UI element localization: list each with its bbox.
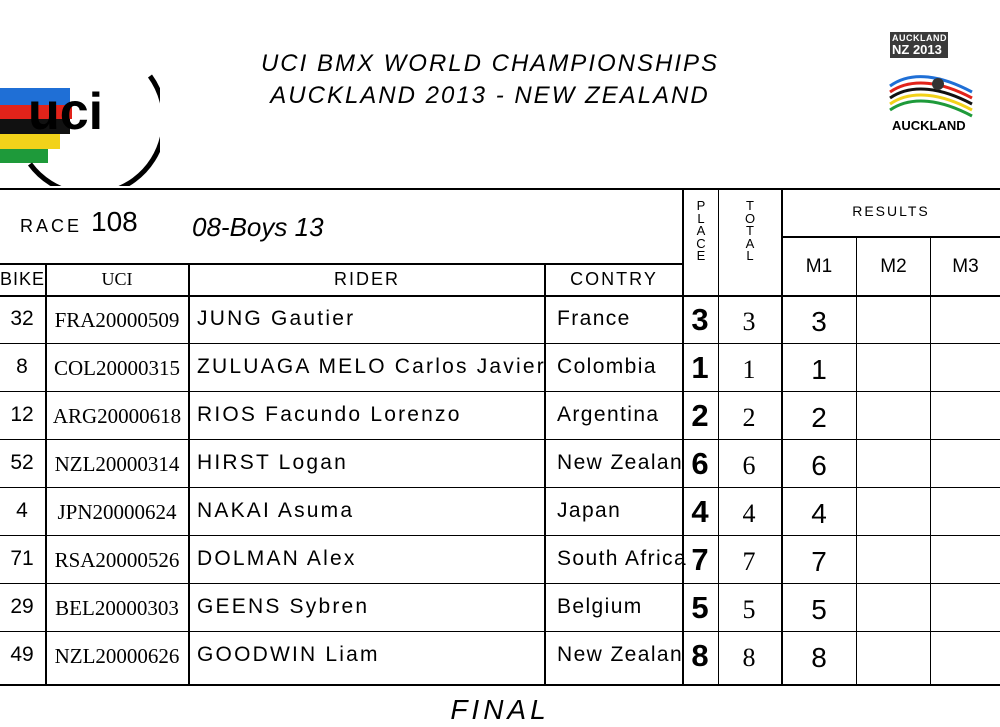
place-value: 5 (691, 590, 709, 625)
rider-name: JUNG Gautier (197, 307, 356, 330)
total-header (740, 200, 760, 263)
m1-result: 3 (811, 306, 827, 337)
rider-country: Colombia (557, 355, 657, 378)
rider-country: France (557, 307, 631, 330)
total-header-letter: A (745, 235, 755, 251)
table-row (0, 297, 1000, 345)
m1-result: 7 (811, 546, 827, 577)
uci-id: JPN20000624 (57, 500, 177, 524)
rider-name: GEENS Sybren (197, 595, 370, 618)
m3-column-header: M3 (952, 256, 979, 277)
place-value: 1 (691, 350, 709, 385)
rider-country: Japan (557, 499, 622, 522)
uci-id: RSA20000526 (54, 548, 180, 572)
table-row (0, 441, 1000, 489)
rider-country: New Zealan (557, 451, 684, 474)
total-value: 6 (742, 451, 756, 480)
rider-country: New Zealan (557, 643, 684, 666)
rider-column-header: RIDER (333, 269, 400, 289)
table-top-border (0, 188, 1000, 190)
bike-number: 29 (10, 595, 34, 618)
place-header-letter: L (697, 210, 705, 226)
uci-id: ARG20000618 (52, 404, 182, 428)
place-header-letter: P (696, 198, 706, 213)
championship-subtitle: AUCKLAND 2013 - NEW ZEALAND (270, 82, 710, 109)
total-value: 4 (742, 499, 756, 528)
m1-result: 4 (811, 498, 827, 529)
uci-logo (0, 36, 160, 186)
rider-country: Belgium (557, 595, 643, 618)
total-header-letter: O (744, 210, 756, 226)
bike-number: 8 (16, 355, 28, 378)
rider-country: Argentina (557, 403, 660, 426)
championship-title: UCI BMX WORLD CHAMPIONSHIPS (260, 50, 720, 77)
auckland-event-logo (862, 20, 982, 150)
event-logo-line1: AUCKLAND (892, 33, 947, 43)
total-header-letter: T (746, 198, 754, 213)
total-value: 1 (742, 355, 756, 384)
rider-name: NAKAI Asuma (197, 499, 355, 522)
bike-number: 4 (16, 499, 28, 522)
total-header-letter: L (746, 248, 754, 263)
place-value: 8 (691, 638, 709, 673)
m1-result: 5 (811, 594, 827, 625)
results-header-divider (782, 236, 1000, 238)
m2-column-header: M2 (880, 256, 907, 277)
rider-country: South Africa (557, 547, 688, 570)
race-label: RACE (20, 216, 83, 236)
table-row (0, 345, 1000, 393)
place-header-letter: C (696, 235, 706, 251)
m1-result: 6 (811, 450, 827, 481)
rider-name: DOLMAN Alex (197, 547, 357, 570)
uci-logo-text: uci (28, 83, 104, 141)
event-logo-caption: AUCKLAND (892, 118, 966, 133)
uci-id: FRA20000509 (54, 308, 180, 332)
race-number: 108 (91, 206, 138, 237)
table-row (0, 489, 1000, 537)
uci-column-header: UCI (101, 269, 133, 289)
total-header-letter: T (746, 223, 754, 238)
m1-column-header: M1 (805, 256, 833, 277)
m1-result: 1 (811, 354, 827, 385)
total-value: 5 (742, 595, 756, 624)
place-value: 3 (691, 302, 709, 337)
country-column-header: CONTRY (570, 269, 658, 289)
bike-number: 52 (10, 451, 34, 474)
rider-name: ZULUAGA MELO Carlos Javier (197, 355, 546, 378)
total-value: 2 (742, 403, 756, 432)
place-value: 6 (691, 446, 709, 481)
race-category: 08-Boys 13 (192, 212, 324, 242)
table-bottom-border (0, 684, 1000, 686)
place-header (691, 200, 711, 263)
table-row (0, 393, 1000, 441)
results-header: RESULTS (852, 203, 930, 219)
place-value: 4 (691, 494, 709, 529)
bike-column-header: BIKE (0, 269, 46, 289)
event-logo-line2: NZ 2013 (892, 42, 942, 57)
total-value: 3 (742, 307, 756, 336)
uci-id: NZL20000626 (54, 644, 180, 668)
final-label: FINAL (450, 694, 550, 725)
bike-number: 49 (10, 643, 34, 666)
bike-number: 71 (10, 547, 34, 570)
m1-result: 8 (811, 642, 827, 673)
uci-id: BEL20000303 (55, 596, 179, 620)
total-value: 7 (742, 547, 756, 576)
table-row (0, 633, 1000, 681)
place-header-letter: A (696, 223, 706, 238)
m1-result: 2 (811, 402, 827, 433)
uci-id: NZL20000314 (54, 452, 180, 476)
table-row (0, 585, 1000, 633)
rider-name: HIRST Logan (197, 451, 349, 474)
total-value: 8 (742, 643, 756, 672)
uci-id: COL20000315 (54, 356, 180, 380)
table-row (0, 537, 1000, 585)
race-header-divider (0, 263, 683, 265)
place-value: 2 (691, 398, 709, 433)
bike-number: 32 (10, 307, 34, 330)
bike-number: 12 (10, 403, 34, 426)
place-header-letter: E (696, 248, 706, 263)
place-value: 7 (691, 542, 709, 577)
rider-name: GOODWIN Liam (197, 643, 380, 666)
rider-name: RIOS Facundo Lorenzo (197, 403, 462, 426)
